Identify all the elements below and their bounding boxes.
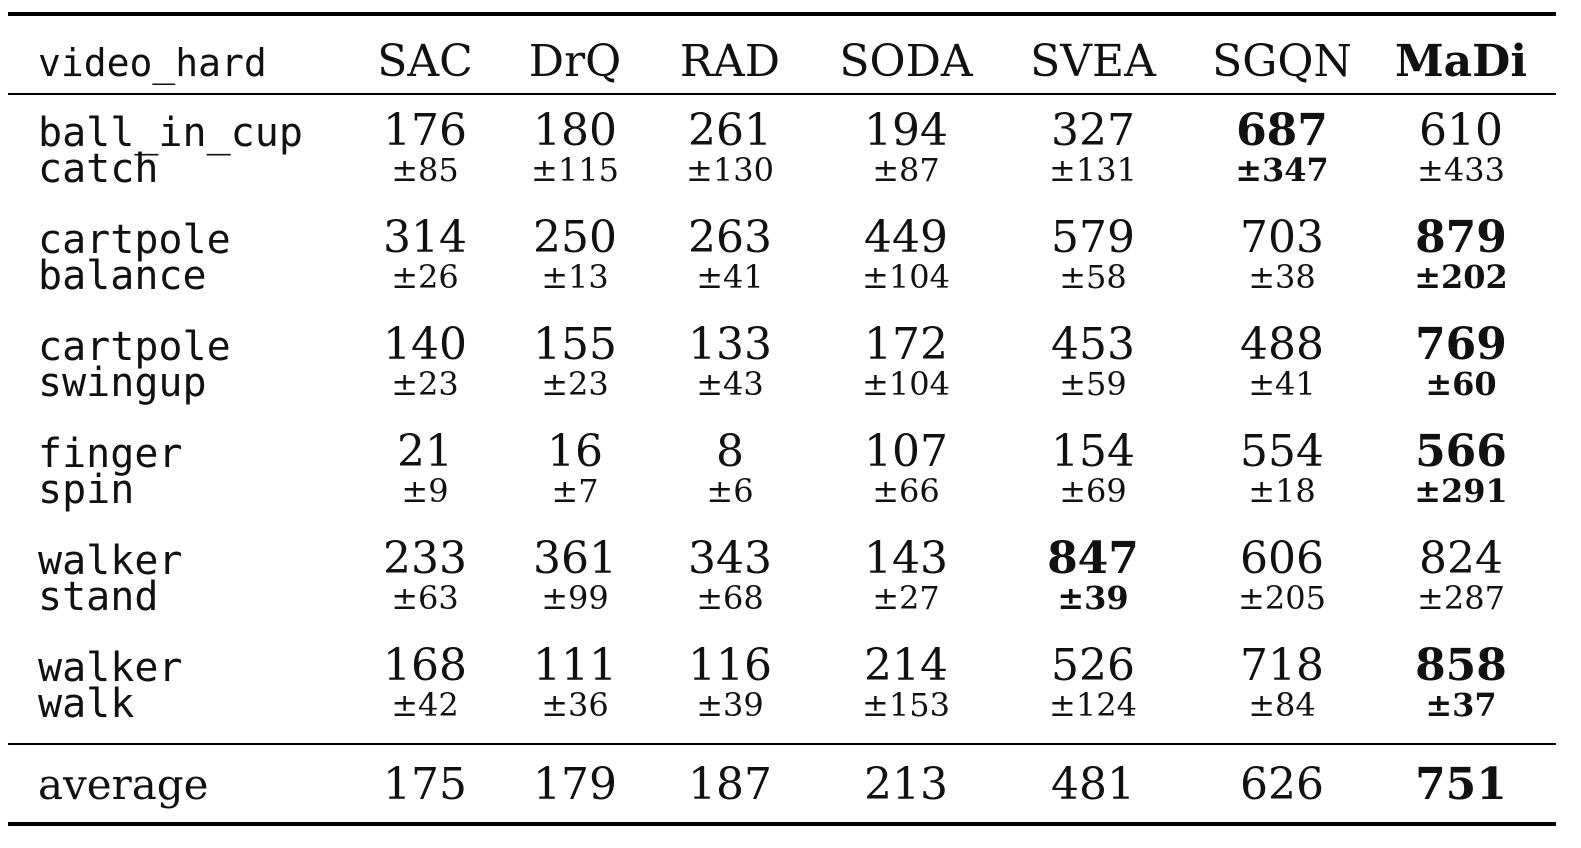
cell-mean: 718 bbox=[1240, 640, 1324, 691]
cell-mean: 155 bbox=[533, 319, 617, 370]
cell-std: ±130 bbox=[686, 151, 774, 189]
cell-mean: 16 bbox=[547, 426, 603, 477]
average-value: 179 bbox=[533, 759, 617, 810]
cell-mean: 769 bbox=[1415, 319, 1507, 370]
cell-std: ±68 bbox=[696, 579, 764, 617]
cell-std: ±287 bbox=[1417, 579, 1505, 617]
cell-std: ±69 bbox=[1059, 472, 1127, 510]
cell-mean: 449 bbox=[864, 212, 948, 263]
cell-std: ±85 bbox=[391, 151, 459, 189]
cell-std: ±9 bbox=[401, 472, 449, 510]
header-rule bbox=[8, 93, 1556, 95]
top-rule bbox=[8, 12, 1556, 16]
cell-mean: 107 bbox=[864, 426, 948, 477]
cell-std: ±153 bbox=[862, 686, 950, 724]
average-label: average bbox=[38, 760, 209, 809]
cell-mean: 176 bbox=[383, 105, 467, 156]
cell-std: ±63 bbox=[391, 579, 459, 617]
cell-mean: 879 bbox=[1415, 212, 1507, 263]
cell-std: ±26 bbox=[391, 258, 459, 296]
cell-std: ±41 bbox=[696, 258, 764, 296]
cell-mean: 847 bbox=[1047, 533, 1139, 584]
row-label-line2: balance bbox=[38, 253, 207, 299]
cell-mean: 526 bbox=[1051, 640, 1135, 691]
cell-mean: 172 bbox=[864, 319, 948, 370]
column-header: SAC bbox=[377, 36, 473, 87]
average-value: 481 bbox=[1051, 759, 1135, 810]
average-value: 213 bbox=[864, 759, 948, 810]
row-label-line2: swingup bbox=[38, 360, 207, 406]
cell-mean: 214 bbox=[864, 640, 948, 691]
cell-std: ±124 bbox=[1049, 686, 1137, 724]
cell-std: ±42 bbox=[391, 686, 459, 724]
cell-mean: 687 bbox=[1236, 105, 1328, 156]
cell-mean: 610 bbox=[1419, 105, 1503, 156]
average-value: 175 bbox=[383, 759, 467, 810]
cell-std: ±7 bbox=[551, 472, 599, 510]
cell-std: ±43 bbox=[696, 365, 764, 403]
cell-mean: 250 bbox=[533, 212, 617, 263]
cell-std: ±13 bbox=[541, 258, 609, 296]
cell-std: ±84 bbox=[1248, 686, 1316, 724]
average-value: 187 bbox=[688, 759, 772, 810]
cell-mean: 361 bbox=[533, 533, 617, 584]
cell-mean: 194 bbox=[864, 105, 948, 156]
cell-std: ±27 bbox=[872, 579, 940, 617]
cell-mean: 343 bbox=[688, 533, 772, 584]
cell-std: ±99 bbox=[541, 579, 609, 617]
cell-mean: 554 bbox=[1240, 426, 1324, 477]
row-label-line2: walk bbox=[38, 681, 135, 727]
cell-mean: 168 bbox=[383, 640, 467, 691]
cell-std: ±205 bbox=[1238, 579, 1326, 617]
row-label-line1: finger bbox=[38, 431, 183, 477]
column-header: RAD bbox=[679, 36, 781, 87]
average-value: 626 bbox=[1240, 759, 1324, 810]
cell-std: ±60 bbox=[1425, 365, 1497, 403]
row-label-line1: cartpole bbox=[38, 217, 231, 263]
row-label-line2: catch bbox=[38, 146, 159, 192]
cell-std: ±104 bbox=[862, 258, 950, 296]
cell-mean: 154 bbox=[1051, 426, 1135, 477]
average-value: 751 bbox=[1415, 759, 1507, 810]
cell-mean: 21 bbox=[397, 426, 453, 477]
cell-std: ±36 bbox=[541, 686, 609, 724]
row-label-line2: stand bbox=[38, 574, 159, 620]
row-label-line1: walker bbox=[38, 538, 183, 584]
cell-std: ±6 bbox=[706, 472, 754, 510]
cell-std: ±38 bbox=[1248, 258, 1316, 296]
row-label-line1: ball_in_cup bbox=[38, 110, 303, 156]
cell-std: ±291 bbox=[1414, 472, 1508, 510]
column-header: SVEA bbox=[1030, 36, 1156, 87]
cell-mean: 314 bbox=[383, 212, 467, 263]
cell-mean: 233 bbox=[383, 533, 467, 584]
results-table bbox=[8, 12, 1556, 828]
cell-mean: 116 bbox=[688, 640, 772, 691]
cell-mean: 327 bbox=[1051, 105, 1135, 156]
cell-mean: 263 bbox=[688, 212, 772, 263]
cell-std: ±23 bbox=[391, 365, 459, 403]
cell-std: ±115 bbox=[531, 151, 619, 189]
cell-mean: 488 bbox=[1240, 319, 1324, 370]
cell-std: ±58 bbox=[1059, 258, 1127, 296]
cell-mean: 111 bbox=[533, 640, 617, 691]
cell-std: ±18 bbox=[1248, 472, 1316, 510]
cell-mean: 180 bbox=[533, 105, 617, 156]
cell-mean: 140 bbox=[383, 319, 467, 370]
cell-std: ±39 bbox=[1057, 579, 1129, 617]
cell-std: ±39 bbox=[696, 686, 764, 724]
cell-std: ±202 bbox=[1414, 258, 1508, 296]
average-rule bbox=[8, 743, 1556, 745]
corner-label: video_hard bbox=[38, 41, 267, 85]
column-header: MaDi bbox=[1394, 36, 1528, 87]
column-header: SGQN bbox=[1212, 36, 1352, 87]
cell-std: ±37 bbox=[1425, 686, 1497, 724]
cell-std: ±131 bbox=[1049, 151, 1137, 189]
column-header: SODA bbox=[839, 36, 973, 87]
column-header: DrQ bbox=[528, 36, 622, 87]
cell-mean: 453 bbox=[1051, 319, 1135, 370]
row-label-line1: cartpole bbox=[38, 324, 231, 370]
cell-mean: 606 bbox=[1240, 533, 1324, 584]
cell-mean: 261 bbox=[688, 105, 772, 156]
cell-mean: 133 bbox=[688, 319, 772, 370]
cell-std: ±104 bbox=[862, 365, 950, 403]
row-label-line2: spin bbox=[38, 467, 135, 513]
cell-mean: 858 bbox=[1415, 640, 1507, 691]
cell-std: ±347 bbox=[1235, 151, 1329, 189]
cell-std: ±41 bbox=[1248, 365, 1316, 403]
cell-mean: 566 bbox=[1415, 426, 1507, 477]
cell-mean: 824 bbox=[1419, 533, 1503, 584]
cell-mean: 143 bbox=[864, 533, 948, 584]
cell-std: ±66 bbox=[872, 472, 940, 510]
cell-mean: 8 bbox=[716, 426, 744, 477]
bottom-rule bbox=[8, 822, 1556, 826]
cell-std: ±433 bbox=[1417, 151, 1505, 189]
cell-std: ±59 bbox=[1059, 365, 1127, 403]
cell-mean: 579 bbox=[1051, 212, 1135, 263]
row-label-line1: walker bbox=[38, 645, 183, 691]
cell-std: ±87 bbox=[872, 151, 940, 189]
cell-std: ±23 bbox=[541, 365, 609, 403]
cell-mean: 703 bbox=[1240, 212, 1324, 263]
